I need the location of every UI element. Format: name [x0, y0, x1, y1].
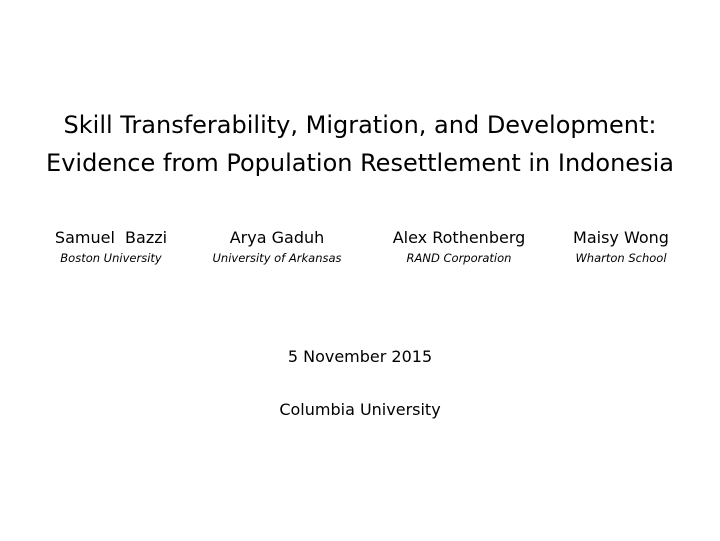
author-2 [196, 226, 358, 266]
author-name: Samuel Bazzi [54, 228, 168, 247]
presentation-venue: Columbia University [279, 400, 441, 419]
author-affiliation: Boston University [60, 251, 162, 265]
author-affiliation: Wharton School [575, 251, 667, 265]
author-list [0, 226, 720, 276]
title-line-2: Evidence from Population Resettlement in Indonesia [46, 149, 674, 177]
author-name: Arya Gaduh [229, 228, 325, 247]
author-name: Maisy Wong [573, 228, 669, 247]
presentation-date: 5 November 2015 [287, 347, 433, 366]
author-affiliation: RAND Corporation [406, 251, 512, 265]
author-4 [552, 226, 690, 266]
author-name: Alex Rothenberg [392, 228, 526, 247]
author-affiliation: University of Arkansas [212, 251, 342, 265]
author-1 [36, 226, 186, 266]
presentation-title [0, 106, 720, 182]
title-line-1: Skill Transferability, Migration, and Development: [63, 111, 657, 139]
author-3 [378, 226, 540, 266]
